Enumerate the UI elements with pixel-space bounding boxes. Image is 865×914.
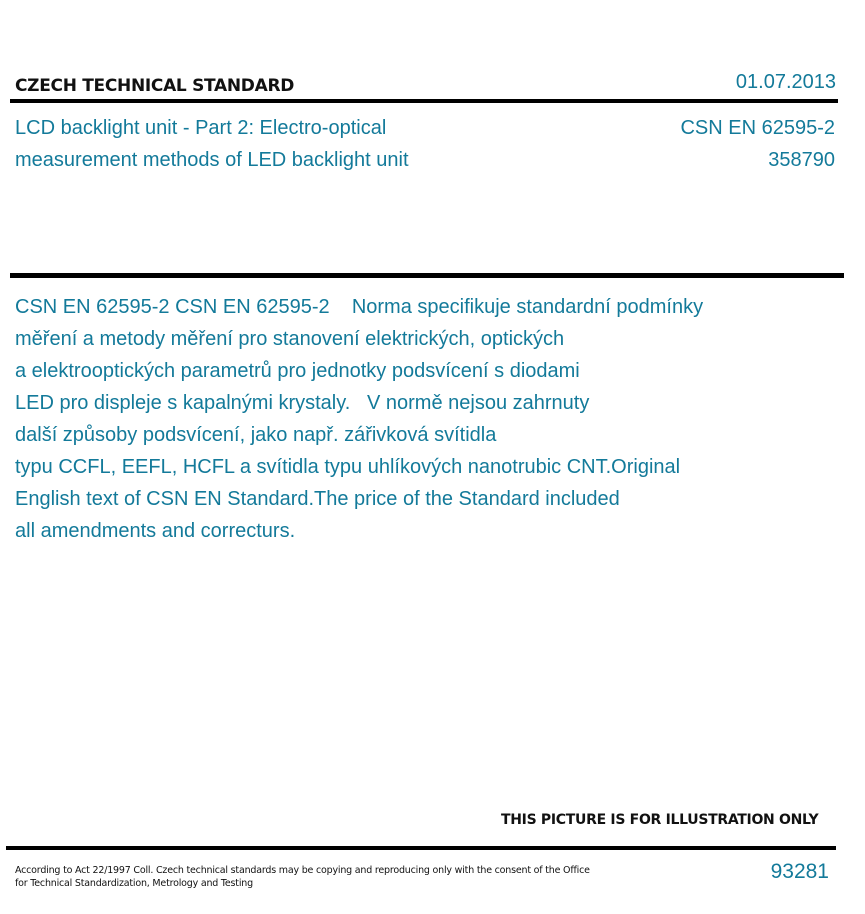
document-id: 93281	[770, 860, 829, 883]
standard-description	[15, 291, 835, 547]
catalog-number: 358790	[768, 149, 835, 171]
legal-notice	[15, 864, 590, 890]
footer-divider	[6, 846, 836, 850]
standard-code: CSN EN 62595-2	[680, 117, 835, 139]
description-line: all amendments and correcturs.	[15, 520, 296, 542]
description-line: měření a metody měření pro stanovení elektrických, optických	[15, 328, 565, 350]
description-line: typu CCFL, EEFL, HCFL a svítidla typu uhlíkových nanotrubic CNT.Original	[15, 456, 681, 478]
legal-notice-line: for Technical Standardization, Metrology and Testing	[15, 878, 253, 889]
illustration-disclaimer: THIS PICTURE IS FOR ILLUSTRATION ONLY	[501, 812, 819, 828]
standard-title-line-2: measurement methods of LED backlight unit	[15, 149, 409, 171]
section-divider	[10, 273, 844, 278]
standard-title-line-1: LCD backlight unit - Part 2: Electro-optical	[15, 117, 387, 139]
legal-notice-line: According to Act 22/1997 Coll. Czech technical standards may be copying and reproducing only with the consent of the Office	[15, 865, 590, 876]
description-line: a elektrooptických parametrů pro jednotky podsvícení s diodami	[15, 360, 580, 382]
description-line: další způsoby podsvícení, jako např. zářivková svítidla	[15, 424, 497, 446]
document-type-label: CZECH TECHNICAL STANDARD	[15, 76, 295, 96]
header-divider	[10, 99, 838, 103]
description-line: CSN EN 62595-2 CSN EN 62595-2 Norma specifikuje standardní podmínky	[15, 296, 704, 318]
description-line: English text of CSN EN Standard.The price of the Standard included	[15, 488, 620, 510]
publication-date: 01.07.2013	[735, 71, 836, 93]
description-line: LED pro displeje s kapalnými krystaly. V normě nejsou zahrnuty	[15, 392, 590, 414]
